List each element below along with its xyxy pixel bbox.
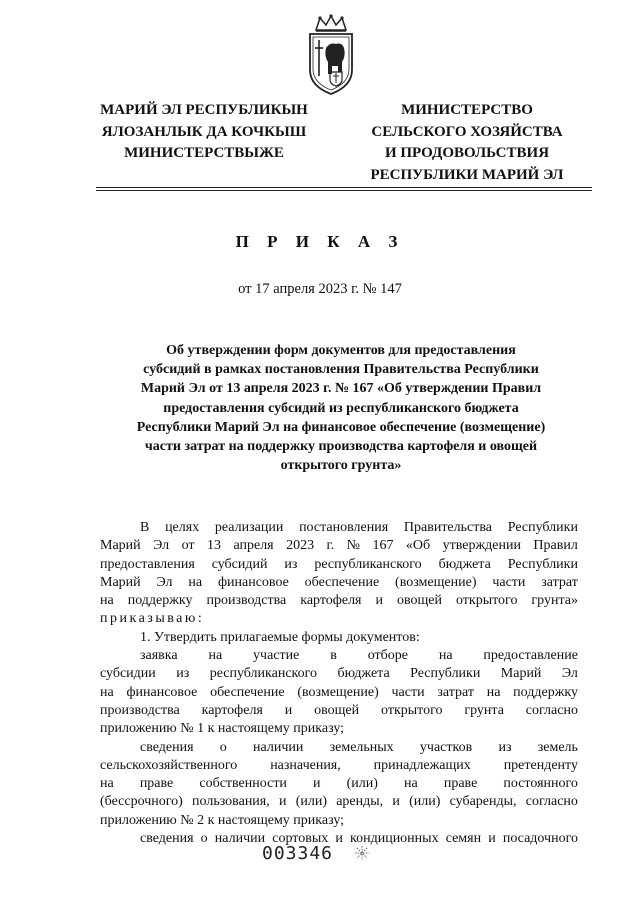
body-line: приложению № 2 к настоящему приказу; (100, 812, 345, 828)
subject-line: субсидий в рамках постановления Правительства Республики (143, 362, 539, 378)
body-line: заявка на участие в отборе на предоставление (140, 648, 578, 664)
body-line: 1. Утвердить прилагаемые формы документов: (140, 629, 420, 645)
header-issuer-russian (356, 100, 578, 186)
header-left-line: МИНИСТЕРСТВЫЖЕ (124, 145, 284, 161)
body-line: на поддержку производства картофеля и овощей открытого грунта» (100, 593, 578, 609)
body-line: Марий Эл от 13 апреля 2023 г. № 167 «Об утверждении Правил (100, 538, 578, 554)
header-divider (96, 187, 592, 188)
body-line: на праве собственности и (или) на праве постоянного (100, 776, 578, 792)
body-line: В целях реализации постановления Правительства Республики (140, 520, 578, 535)
subject-line: предоставления субсидий из республиканского бюджета (163, 400, 519, 416)
body-line: (бессрочного) пользования, и (или) аренды, и (или) субаренды, согласно (100, 794, 578, 810)
body-line: сведения о наличии земельных участков из земель (140, 739, 578, 755)
document-subject (96, 341, 586, 475)
body-line: приложению № 1 к настоящему приказу; (100, 721, 345, 737)
serial-number-stamp: 003346 (262, 843, 334, 864)
subject-line: Республики Марий Эл на финансовое обеспечение (возмещение) (136, 419, 546, 435)
decorative-star-icon (354, 845, 370, 861)
header-issuer-mari (84, 100, 324, 165)
body-line: предоставления субсидий из республиканского бюджета Республики (100, 556, 578, 572)
body-line: приказываю: (100, 611, 205, 627)
subject-line: части затрат на поддержку производства картофеля и овощей (144, 439, 538, 455)
subject-line: Марий Эл от 13 апреля 2023 г. № 167 «Об утверждении Правил (140, 381, 542, 397)
document-date-number: от 17 апреля 2023 г. № 147 (238, 281, 402, 297)
document-title: П Р И К А З (235, 232, 405, 251)
header-left-line: МАРИЙ ЭЛ РЕСПУБЛИКЫН (100, 102, 308, 118)
header-left-line: ЯЛОЗАНЛЫК ДА КОЧКЫШ (101, 123, 307, 140)
header-right-line: РЕСПУБЛИКИ МАРИЙ ЭЛ (370, 166, 564, 183)
subject-line: открытого грунта» (280, 458, 402, 474)
body-line: Марий Эл на финансовое обеспечение (возмещение) части затрат (100, 574, 578, 590)
document-body (100, 519, 578, 848)
body-line: производства картофеля и овощей открытого грунта согласно (100, 702, 578, 718)
body-line: сельскохозяйственного назначения, принадлежащих претенденту (100, 757, 578, 773)
header-right-line: МИНИСТЕРСТВО (401, 102, 533, 118)
header-right-line: И ПРОДОВОЛЬСТВИЯ (384, 145, 550, 161)
body-line: на финансовое обеспечение (возмещение) части затрат на поддержку (100, 684, 578, 700)
coat-of-arms-emblem (304, 14, 358, 96)
body-line: сведения о наличии сортовых и кондиционных семян и посадочного (140, 831, 578, 847)
subject-line: Об утверждении форм документов для предоставления (166, 343, 516, 358)
header-divider-thin (96, 190, 592, 191)
header-right-line: СЕЛЬСКОГО ХОЗЯЙСТВА (371, 123, 563, 140)
body-line: субсидии из республиканского бюджета Республики Марий Эл (100, 666, 578, 682)
